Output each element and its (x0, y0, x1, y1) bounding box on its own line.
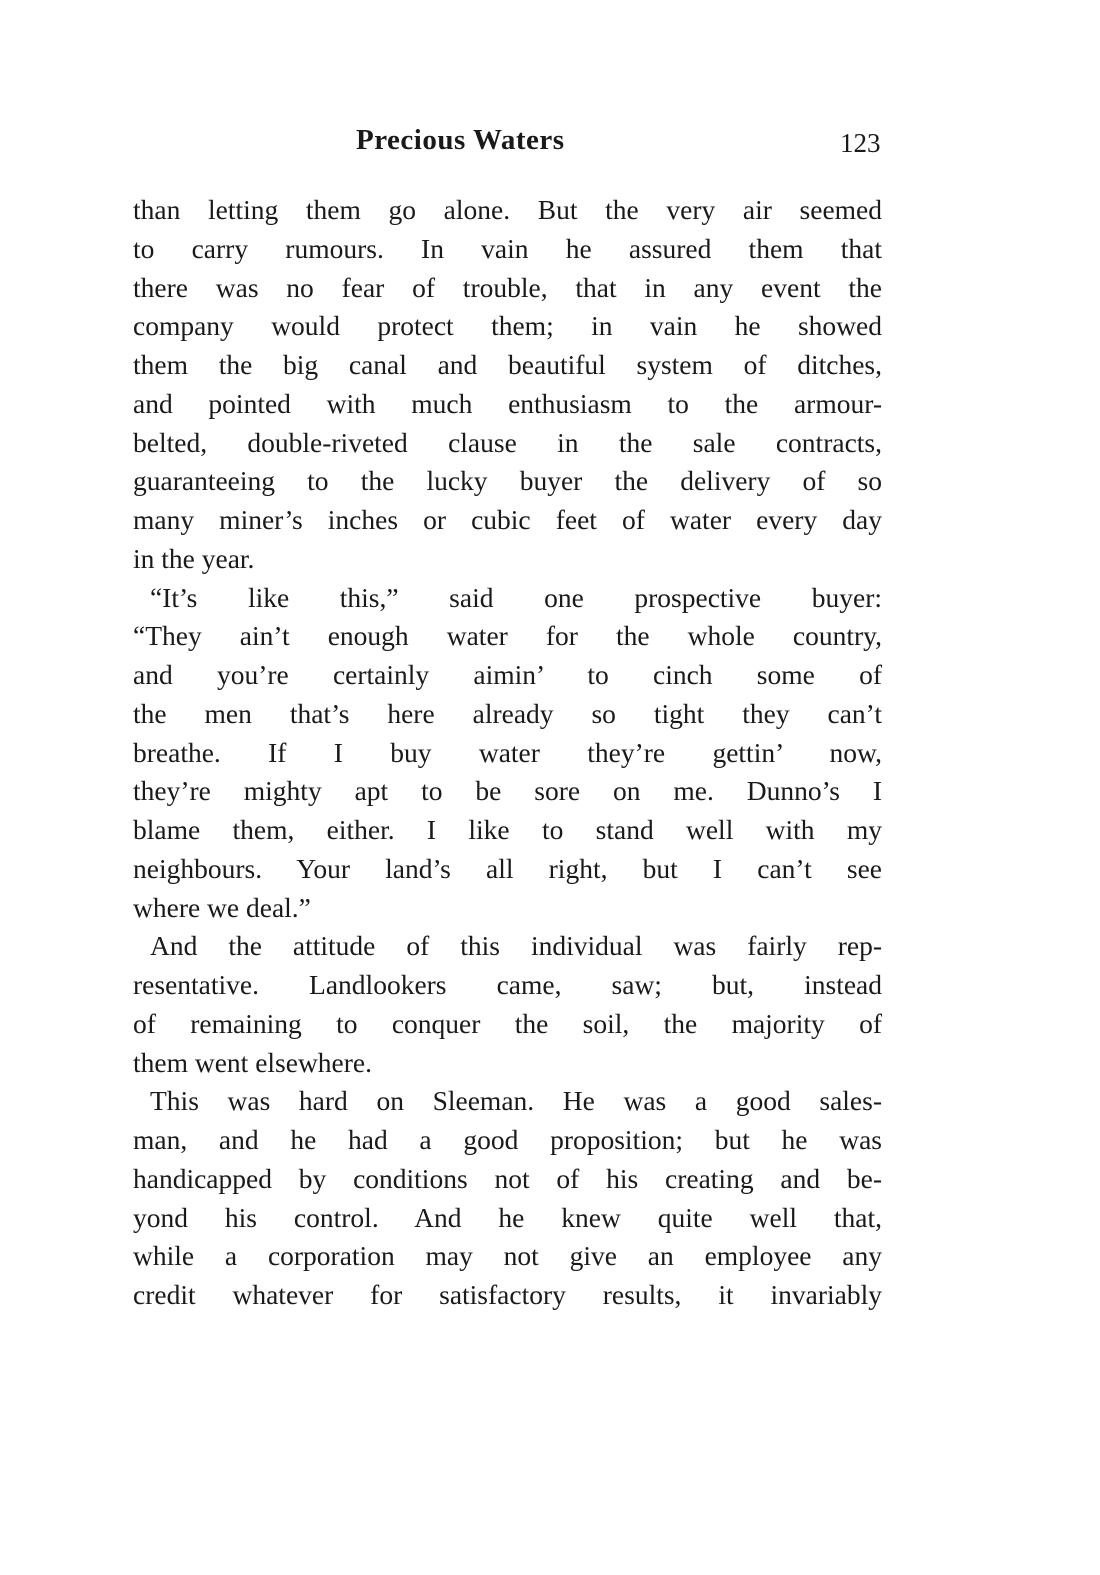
text-line: blame them, either. I like to stand well with my (133, 814, 882, 845)
text-line: them the big canal and beautiful system of ditches, (133, 349, 882, 380)
text-line: in the year. (133, 542, 255, 574)
text-line: there was no fear of trouble, that in any event the (133, 271, 882, 303)
text-line: while a corporation may not give an employee any (133, 1240, 882, 1272)
text-line: belted, double-riveted clause in the sale contracts, (133, 426, 882, 458)
text-line: to carry rumours. In vain he assured them that (133, 232, 882, 264)
text-line: than letting them go alone. But the very air seemed (133, 194, 882, 225)
text-line: man, and he had a good proposition; but he was (133, 1124, 882, 1155)
text-line: them went elsewhere. (133, 1046, 373, 1078)
text-line: many miner’s inches or cubic feet of water every day (133, 504, 882, 535)
text-line: breathe. If I buy water they’re gettin’ now, (133, 736, 882, 768)
text-line: guaranteeing to the lucky buyer the delivery of so (133, 465, 882, 497)
text-line: the men that’s here already so tight they can’t (133, 697, 882, 729)
text-line: This was hard on Sleeman. He was a good sales- (150, 1085, 882, 1117)
text-line: of remaining to conquer the soil, the majority of (133, 1007, 882, 1039)
text-line: resentative. Landlookers came, saw; but, instead (133, 969, 882, 1000)
running-head: Precious Waters (356, 124, 565, 156)
text-line: and pointed with much enthusiasm to the armour- (133, 387, 882, 419)
text-line: yond his control. And he knew quite well that, (133, 1201, 882, 1233)
page-number: 123 (840, 128, 881, 158)
text-line: and you’re certainly aimin’ to cinch some of (133, 659, 882, 690)
text-line: “They ain’t enough water for the whole country, (133, 620, 882, 652)
text-line: handicapped by conditions not of his creating and be- (133, 1162, 882, 1194)
text-line: And the attitude of this individual was fairly rep- (150, 930, 882, 962)
text-line: credit whatever for satisfactory results, it invariably (133, 1279, 882, 1310)
text-line: “It’s like this,” said one prospective buyer: (150, 581, 882, 613)
text-line: where we deal.” (133, 891, 311, 923)
text-line: they’re mighty apt to be sore on me. Dunno’s I (133, 775, 882, 807)
text-line: company would protect them; in vain he showed (133, 310, 882, 342)
text-line: neighbours. Your land’s all right, but I can’t see (133, 852, 882, 884)
